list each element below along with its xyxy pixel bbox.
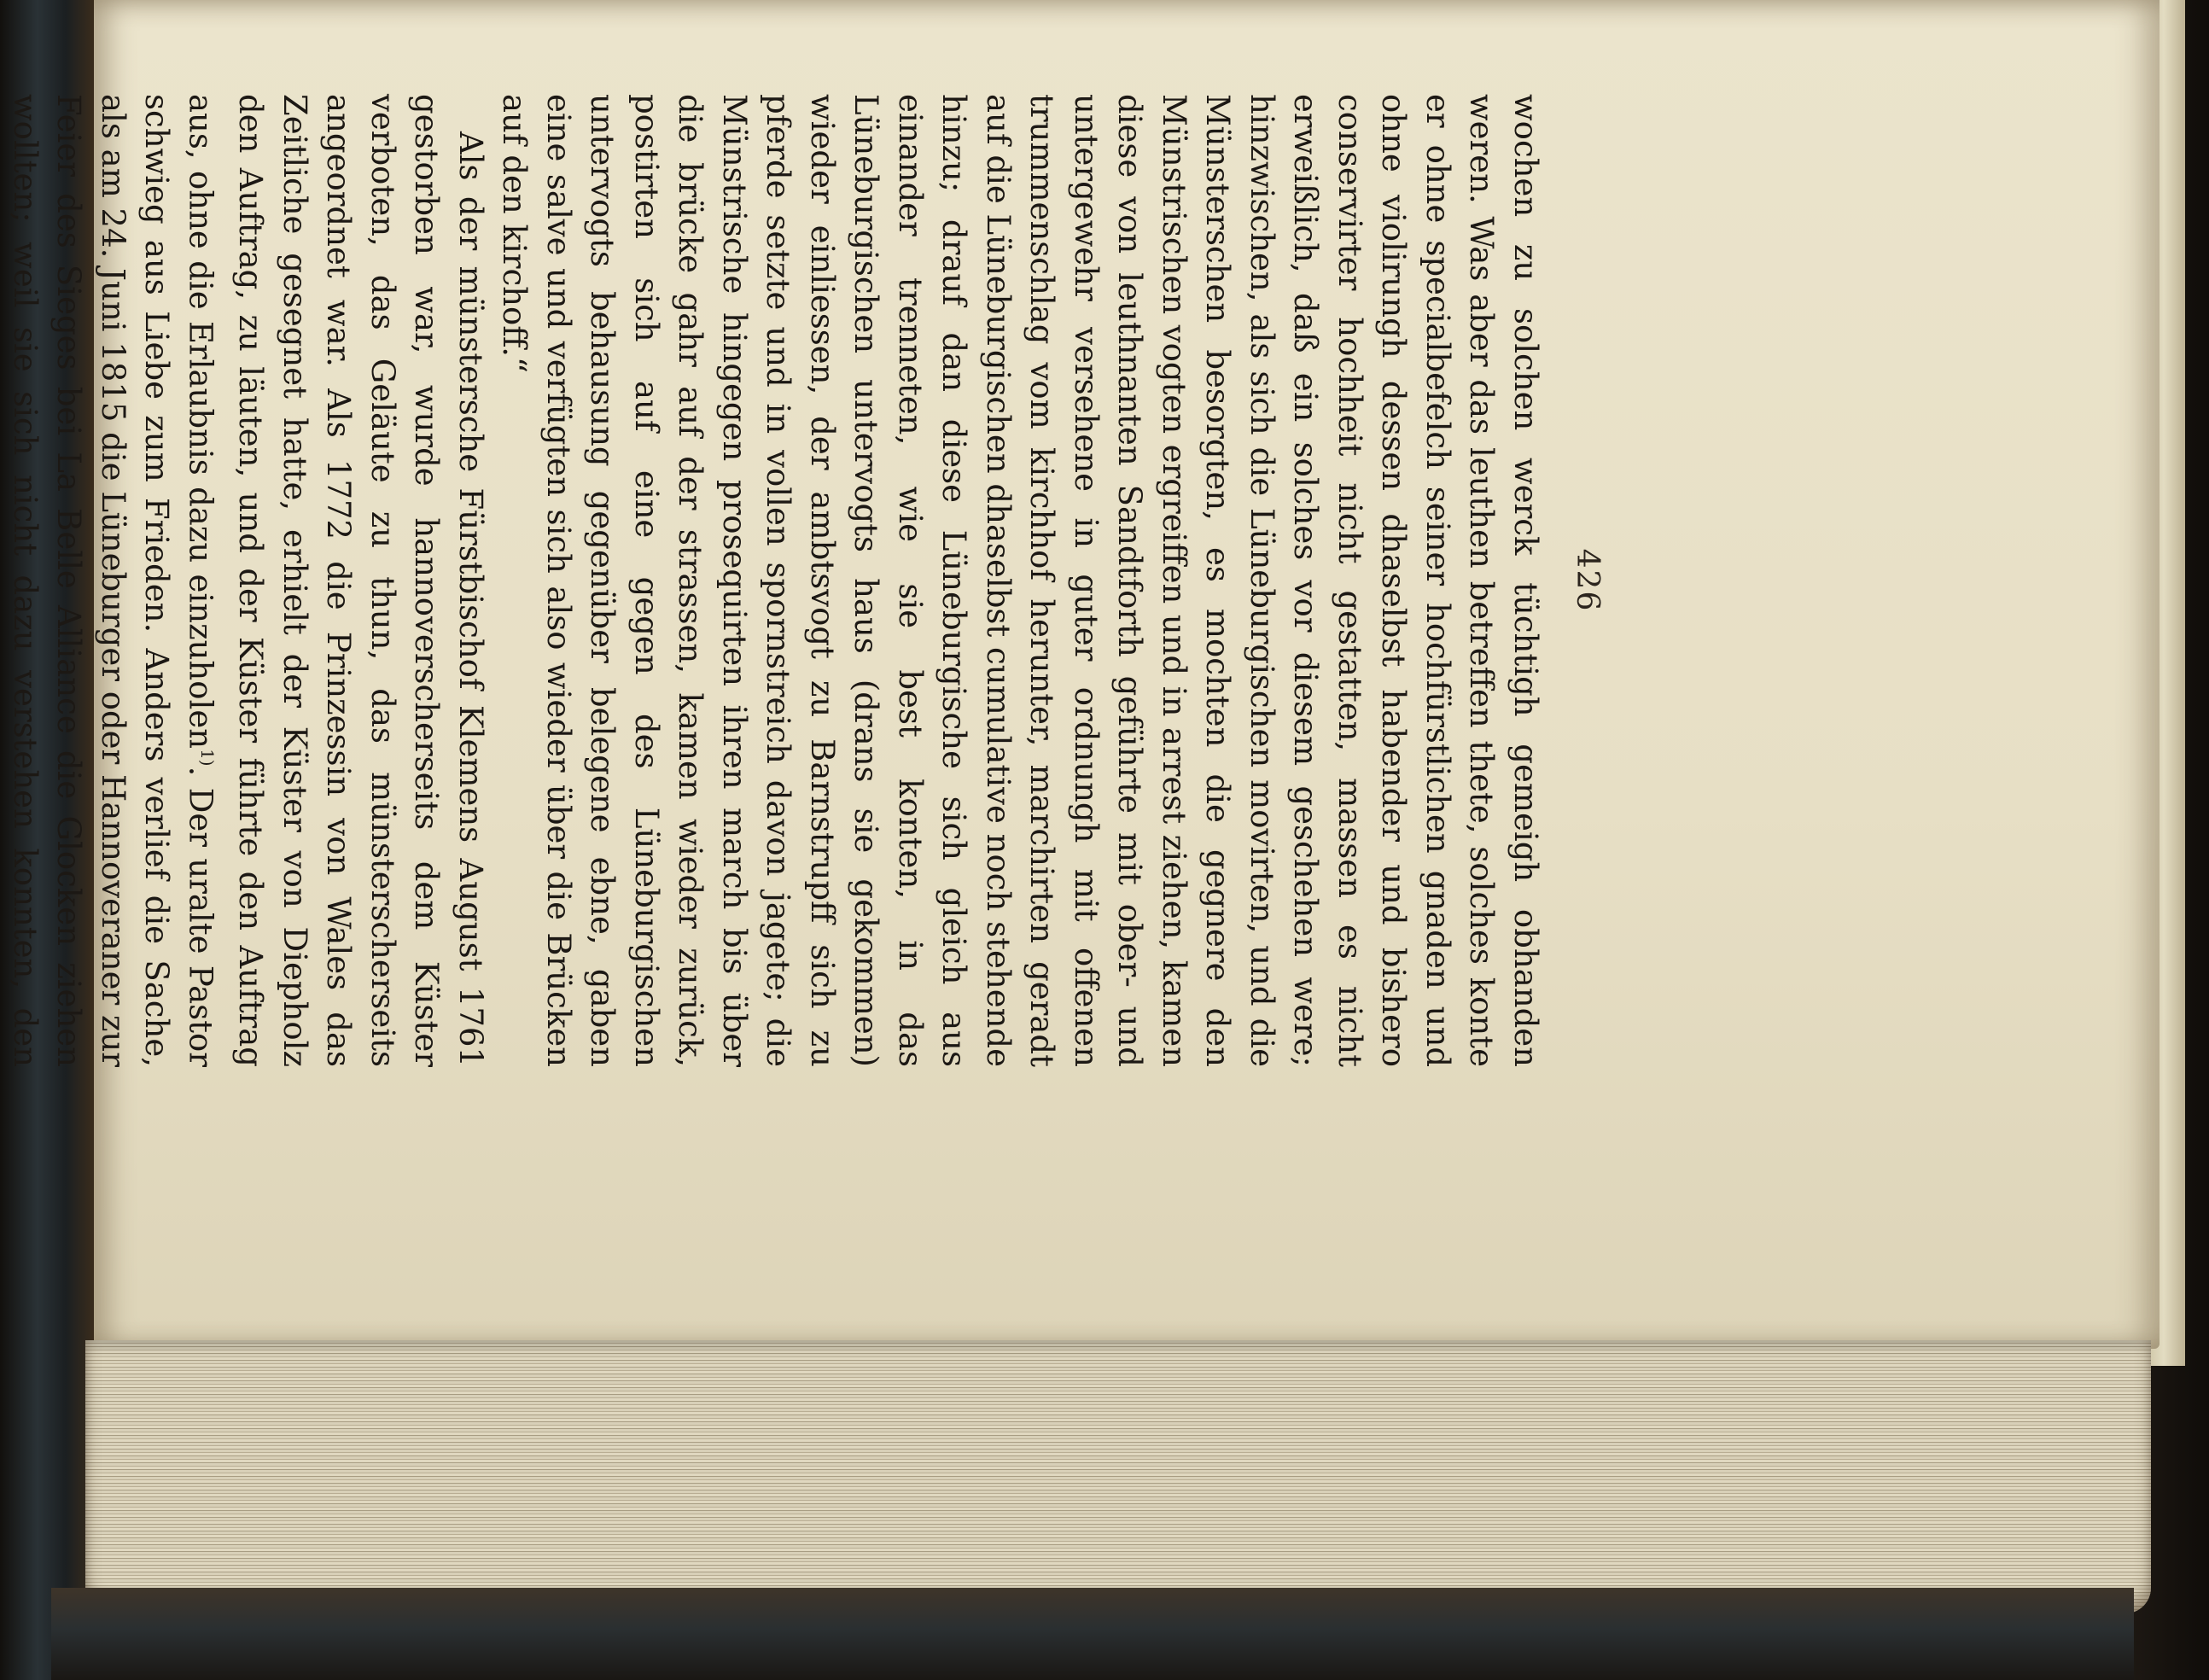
book-cover-bottom — [51, 1588, 2134, 1680]
rotated-text-block — [6, 94, 1605, 1067]
page-number: 426 — [1570, 548, 1605, 613]
paragraph-1: wochen zu solchen werck tüchtigh gemeigh obhanden weren. Was aber das leuthen betreffen thete, solches konte er ohne specialbefelch seiner hochfürstlichen gnaden und ohne violirungh dessen dhaselbst habender und bishero conservirter hochheit nicht gestatten, massen es nicht erweißlich, daß ein solches vor diesem geschehen were; hinzwischen, als sich die Lüneburgischen movirten, und die Münsterschen besorgten, es mochten die gegnere den Münstrischen vogten ergreiffen und in arrest ziehen, kamen diese von leuthnanten Sandtforth geführte mit ober- und untergewehr versehene in guter ordnungh mit offenen trummenschlag vom kirchhof herunter, marchirten geradt auf die Lüneburgischen dhaselbst cumulative noch stehende hinzu; drauf dan diese Lüneburgische sich gleich aus einander trenneten, wie sie best konten, in das Lüneburgischen untervogts haus (drans sie gekommen) wieder einliessen, der ambtsvogt zu Barnstrupff sich zu pferde setzte und in vollen spornstreich davon jagete; die Münstrische hingegen prosequirten ihren march bis über die brücke gahr auf der strassen, kamen wieder zurück, postirten sich auf eine gegen des Lüneburgischen untervogts behausung gegenüber belegene ebne, gaben eine salve und verfügten sich also wieder über die Brücken auf den kirchoff.“ — [496, 94, 1544, 1067]
page-stack-fore-edge — [85, 1340, 2151, 1613]
paragraph-2 — [0, 94, 493, 1067]
paragraph-2-text: Als der münstersche Fürstbischof Klemens August 1761 gestorben war, wurde hannoverscherseits dem Küster verboten, das Geläute zu thun, das münsterscherseits angeordnet war. Als 1772 die Prinzessin von Wales das Zeitliche gesegnet hatte, erhielt der Küster von Diepholz den Auftrag, zu läuten, und der Küster führte den Auftrag aus, ohne die Erlaubnis dazu einzuholen — [182, 94, 489, 1067]
paragraph-2-continuation: . Der uralte Pastor schwieg aus Liebe zum Frieden. Anders verlief die Sache, als am 24. Juni 1815 die Lüneburger oder Hannoveraner zur Feier des Sieges bei La Belle Alliance die Glocken ziehen wollten; weil sie sich nicht dazu verstehen konnten, den — [6, 94, 219, 1067]
footnote-reference: 1) — [197, 749, 218, 767]
body-text — [0, 94, 1547, 1067]
